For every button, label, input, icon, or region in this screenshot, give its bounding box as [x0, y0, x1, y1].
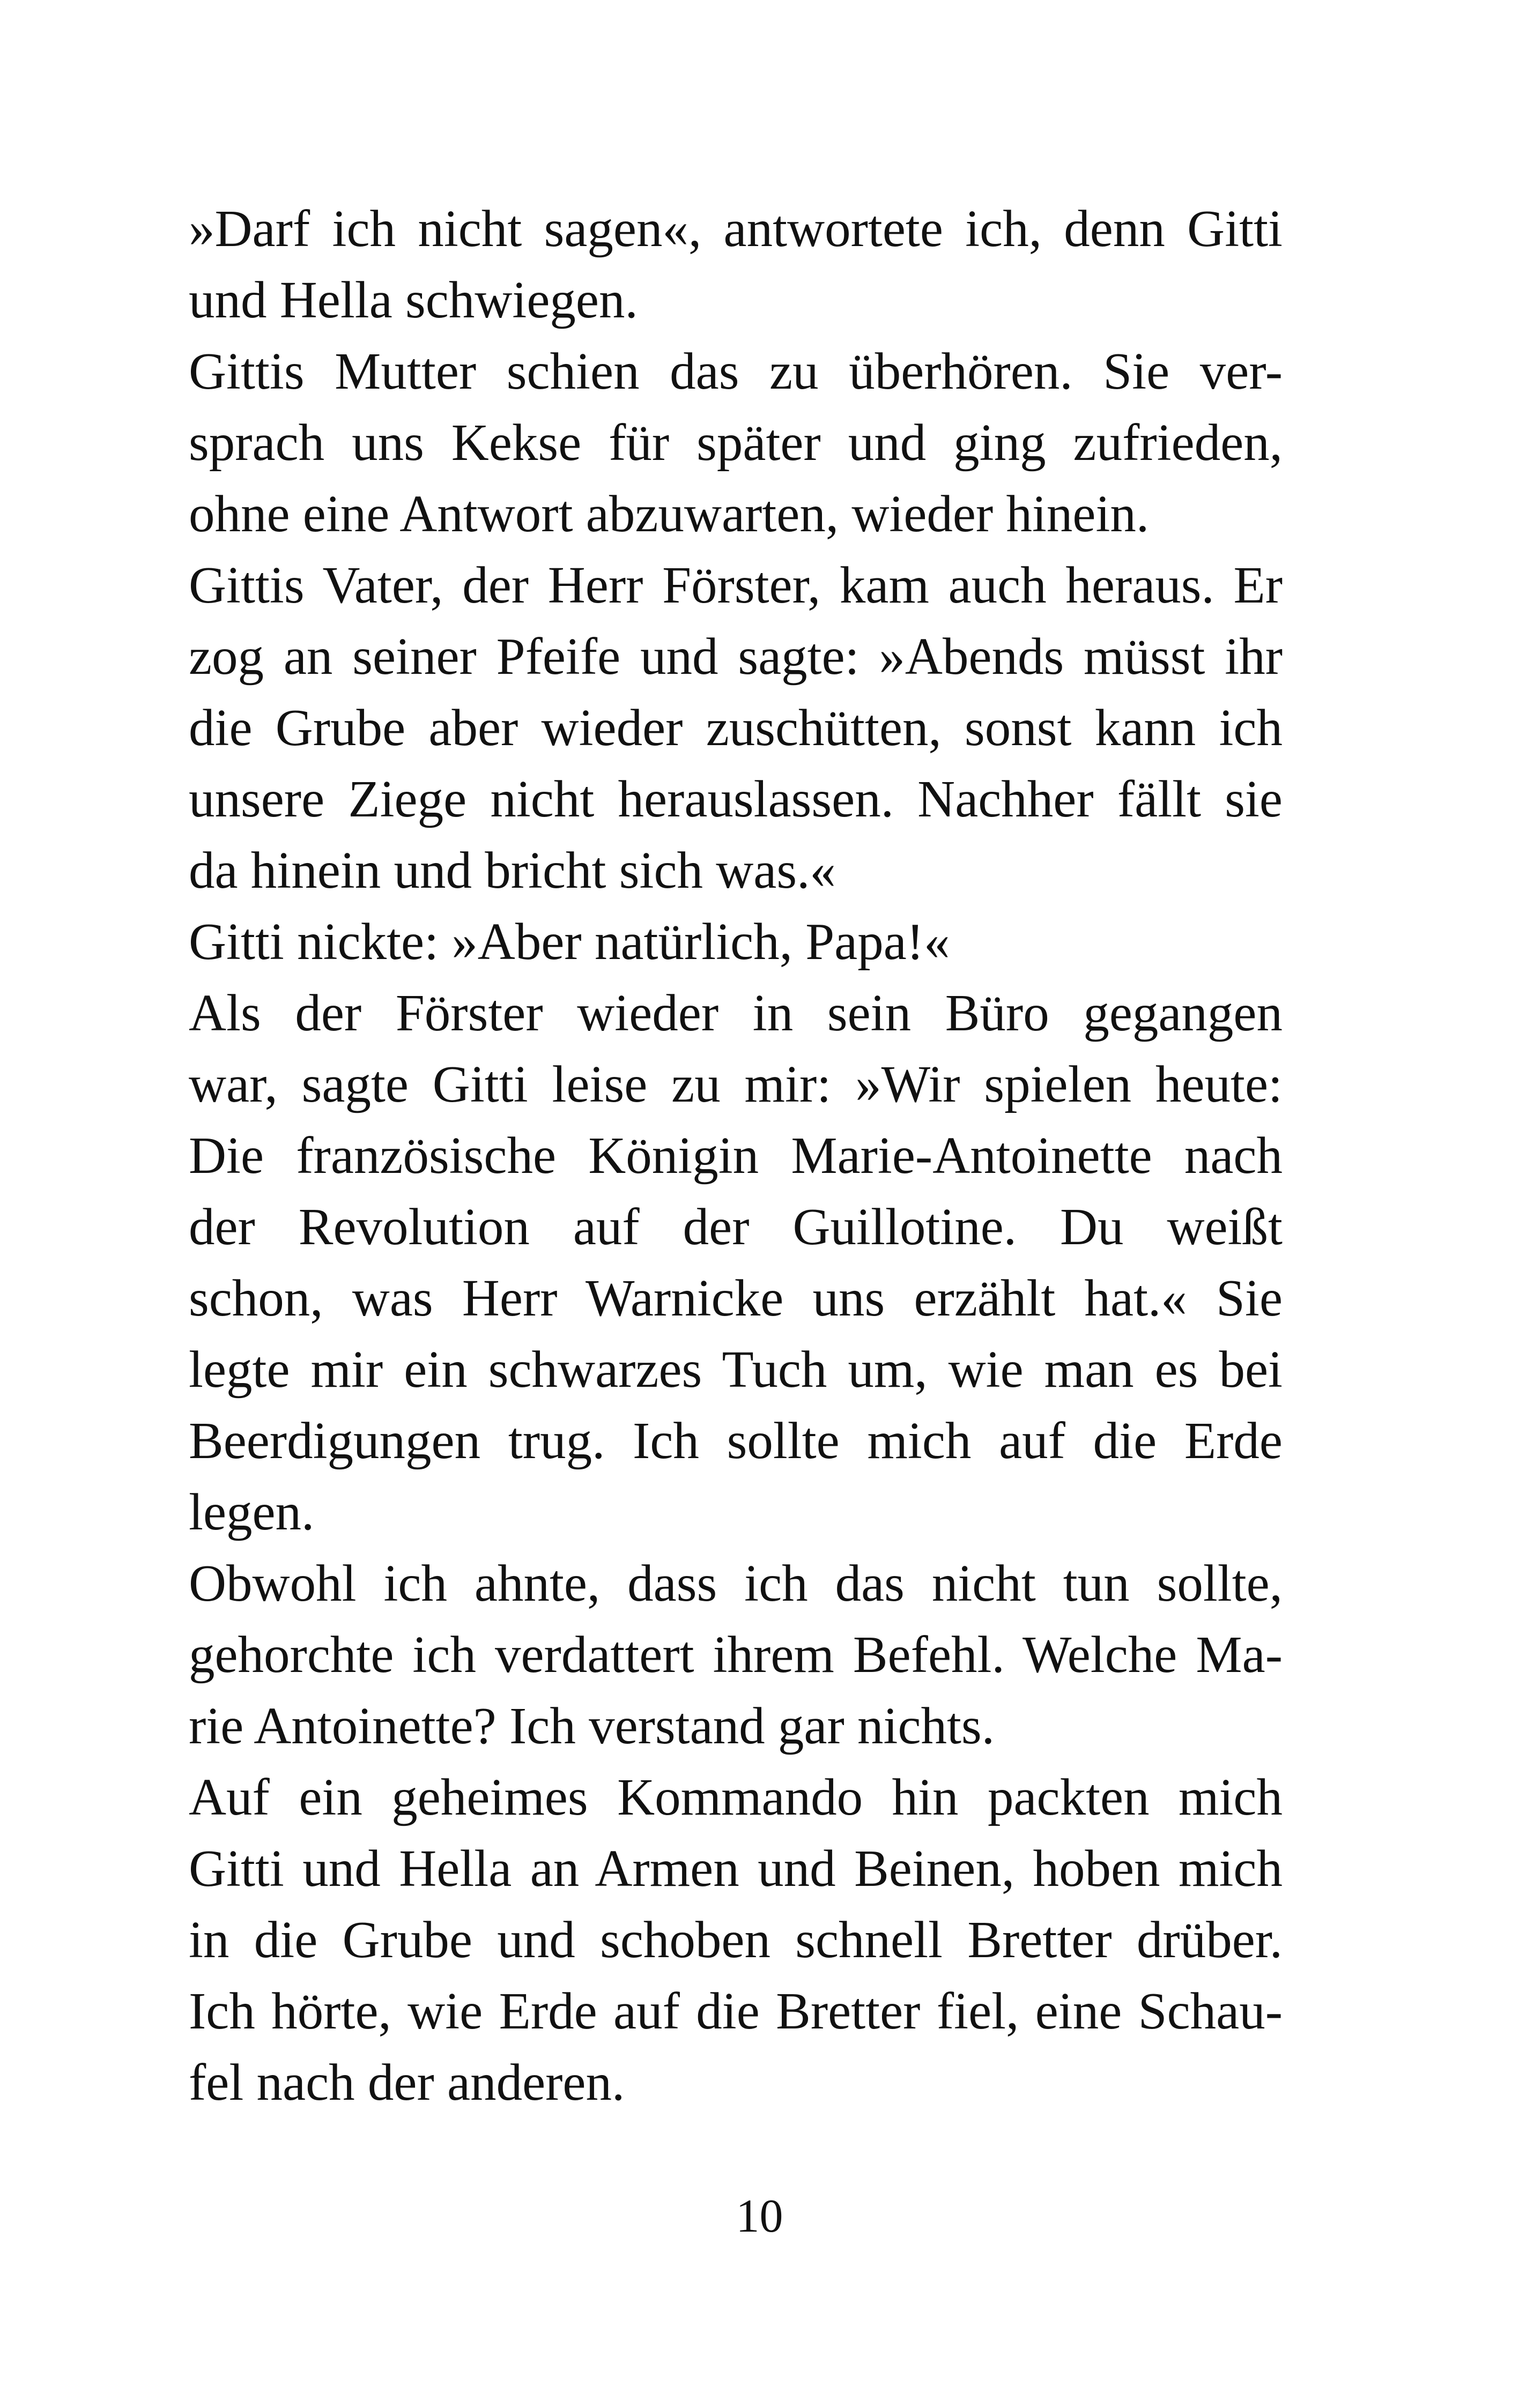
paragraph: [189, 336, 1283, 549]
body-text: [189, 193, 1283, 2118]
text-line: Beerdigungen trug. Ich sollte mich auf die Erde: [189, 1412, 1283, 1469]
text-line: war, sagte Gitti leise zu mir: »Wir spielen heute:: [189, 1056, 1283, 1113]
page-number: 10: [736, 2190, 783, 2242]
paragraph: [189, 1762, 1283, 2118]
text-line: unsere Ziege nicht herauslassen. Nachher fällt sie: [189, 770, 1283, 828]
text-line: der Revolution auf der Guillotine. Du weißt: [189, 1198, 1283, 1255]
paragraph: [189, 1548, 1283, 1762]
text-line: da hinein und bricht sich was.«: [189, 842, 836, 899]
text-line: fel nach der anderen.: [189, 2054, 625, 2111]
text-line: ohne eine Antwort abzuwarten, wieder hinein.: [189, 485, 1150, 542]
text-line: gehorchte ich verdattert ihrem Befehl. Welche Ma-: [189, 1626, 1283, 1683]
text-line: Ich hörte, wie Erde auf die Bretter fiel, eine Schau-: [189, 1982, 1283, 2040]
text-line: zog an seiner Pfeife und sagte: »Abends müsst ihr: [189, 628, 1283, 685]
text-line: in die Grube und schoben schnell Bretter drüber.: [189, 1911, 1283, 1968]
text-line: sprach uns Kekse für später und ging zufrieden,: [189, 414, 1283, 471]
paragraph: [189, 977, 1283, 1548]
text-line: »Darf ich nicht sagen«, antwortete ich, denn Gitti: [189, 200, 1283, 257]
text-line: Gitti und Hella an Armen und Beinen, hoben mich: [189, 1840, 1283, 1897]
paragraph: [189, 906, 1283, 977]
text-line: legte mir ein schwarzes Tuch um, wie man es bei: [189, 1341, 1283, 1398]
text-line: Gittis Vater, der Herr Förster, kam auch heraus. Er: [189, 556, 1283, 614]
text-line: Als der Förster wieder in sein Büro gegangen: [189, 984, 1283, 1042]
text-line: Gittis Mutter schien das zu überhören. Sie ver-: [189, 343, 1283, 400]
text-line: legen.: [189, 1483, 315, 1541]
paragraph: [189, 193, 1283, 336]
text-line: Die französische Königin Marie-Antoinette nach: [189, 1127, 1283, 1184]
text-line: die Grube aber wieder zuschütten, sonst kann ich: [189, 699, 1283, 756]
text-line: Gitti nickte: »Aber natürlich, Papa!«: [189, 913, 950, 970]
text-line: Obwohl ich ahnte, dass ich das nicht tun sollte,: [189, 1555, 1283, 1612]
text-line: rie Antoinette? Ich verstand gar nichts.: [189, 1697, 995, 1755]
text-line: schon, was Herr Warnicke uns erzählt hat.« Sie: [189, 1269, 1283, 1327]
paragraph: [189, 549, 1283, 906]
text-line: Auf ein geheimes Kommando hin packten mich: [189, 1768, 1283, 1826]
text-line: und Hella schwiegen.: [189, 271, 638, 329]
